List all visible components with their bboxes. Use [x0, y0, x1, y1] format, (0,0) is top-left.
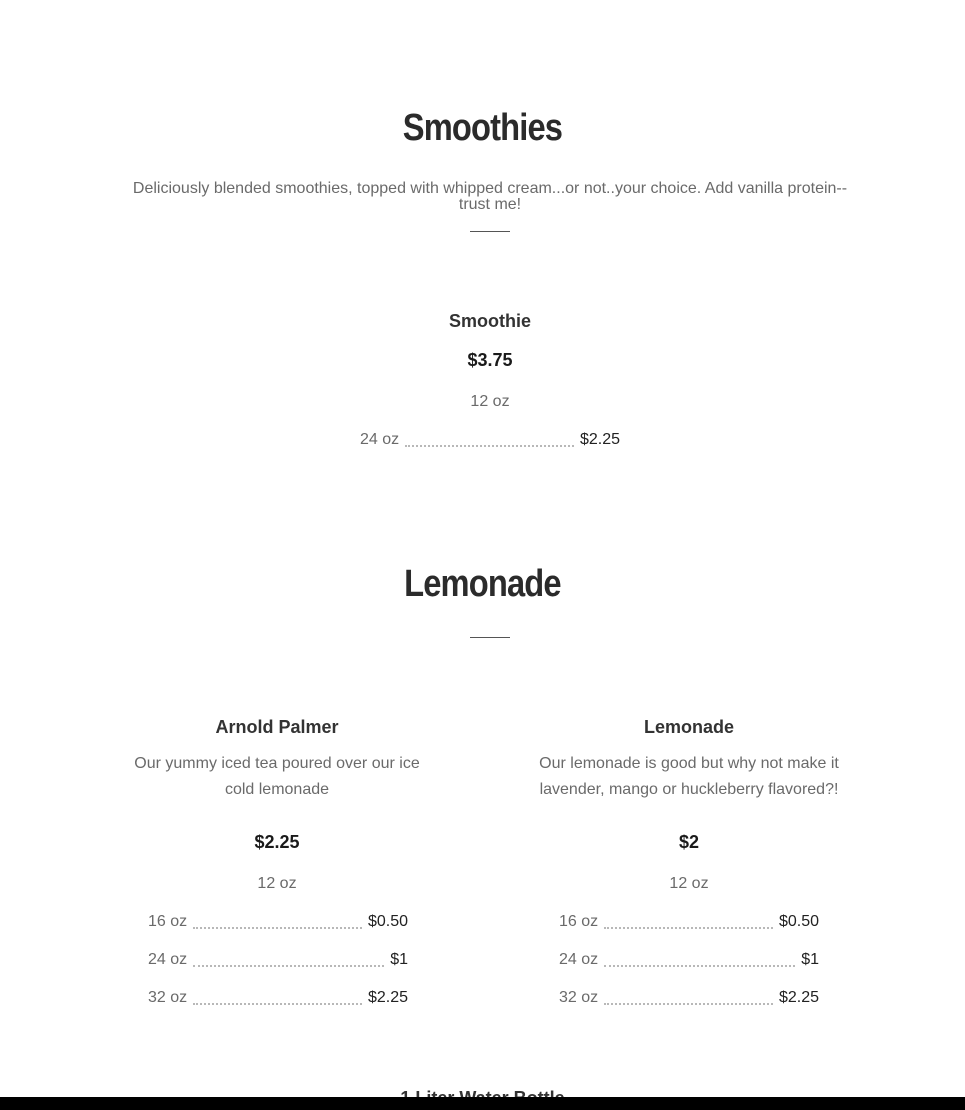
item-name: Arnold Palmer [215, 717, 339, 737]
size-option-row [559, 912, 819, 932]
item-name: Smoothie [448, 311, 531, 331]
size-option-row [559, 988, 819, 1008]
size-option-label: 24 oz [360, 431, 400, 448]
size-option-price: $1 [390, 951, 408, 968]
size-option-price: $1 [801, 951, 819, 968]
size-option-label: 32 oz [148, 989, 188, 1006]
dot-leader [193, 927, 362, 929]
size-option-row [148, 950, 408, 970]
section-divider [470, 231, 510, 232]
size-option-row [559, 950, 819, 970]
size-option-price: $2.25 [579, 431, 620, 448]
size-option-label: 24 oz [148, 951, 188, 968]
size-option-label: 16 oz [559, 913, 599, 930]
size-option-price: $0.50 [367, 913, 408, 930]
size-option-price: $0.50 [778, 913, 819, 930]
size-option-label: 16 oz [148, 913, 188, 930]
size-option-row [148, 988, 408, 1008]
item-base-size: 12 oz [257, 875, 297, 892]
size-option-row [148, 912, 408, 932]
item-name: Lemonade [643, 717, 735, 737]
item-description: Our lemonade is good but why not make it lavender, mango or huckleberry flavored?! [539, 755, 839, 798]
dot-leader [604, 965, 795, 967]
dot-leader [193, 965, 384, 967]
item-price: $2.25 [254, 832, 300, 852]
size-option-price: $2.25 [778, 989, 819, 1006]
section-divider [470, 637, 510, 638]
dot-leader [604, 1003, 773, 1005]
dot-leader [405, 445, 574, 447]
bottom-bar [0, 1097, 965, 1110]
item-description: Our yummy iced tea poured over our ice cold lemonade [134, 755, 420, 798]
item-base-size: 12 oz [669, 875, 709, 892]
size-option-label: 24 oz [559, 951, 599, 968]
dot-leader [193, 1003, 362, 1005]
size-option-label: 32 oz [559, 989, 599, 1006]
size-option-price: $2.25 [367, 989, 408, 1006]
size-option-row [360, 430, 620, 450]
section-title-lemonade: Lemonade [404, 563, 561, 605]
item-price: $2 [678, 832, 700, 852]
item-base-size: 12 oz [470, 393, 510, 410]
section-description-smoothies: Deliciously blended smoothies, topped with whipped cream...or not..your choice. Add vanilla protein--trust me! [132, 180, 848, 213]
dot-leader [604, 927, 773, 929]
item-price: $3.75 [467, 350, 513, 370]
section-title-smoothies: Smoothies [402, 107, 563, 149]
